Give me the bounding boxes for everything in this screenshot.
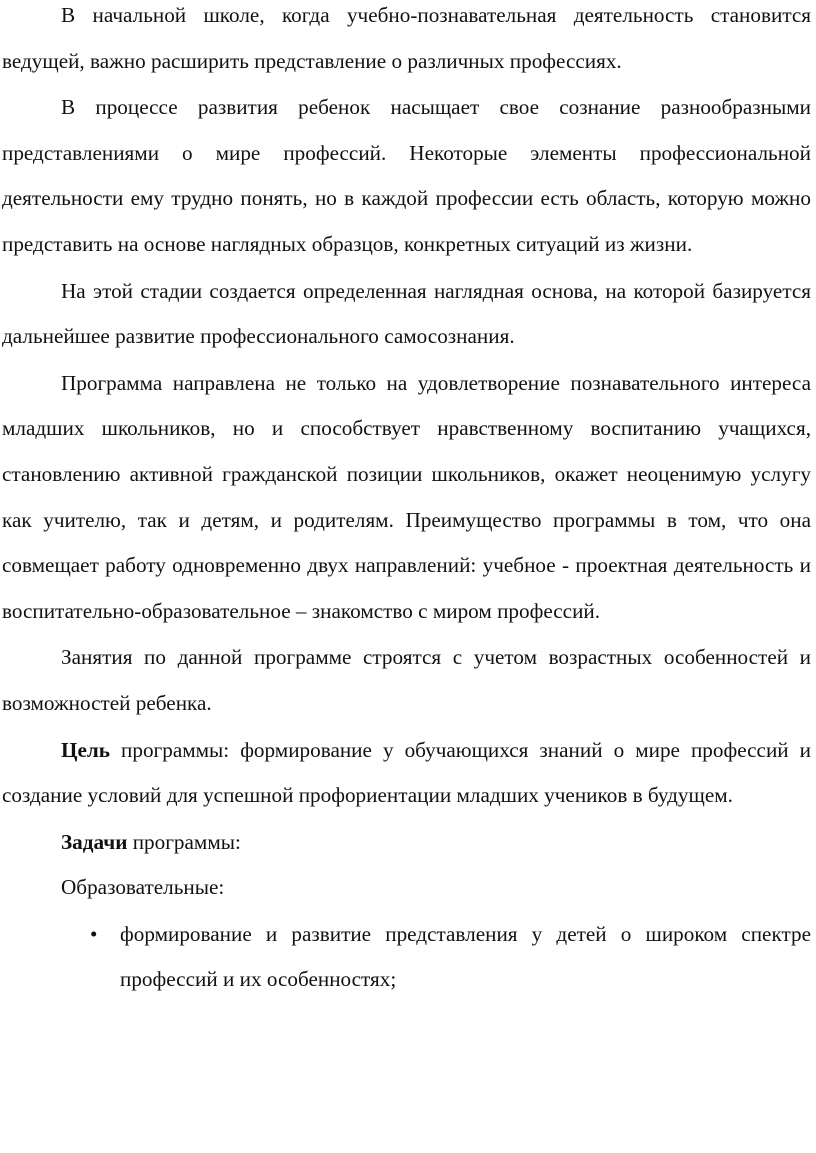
paragraph-intro: В начальной школе, когда учебно-познавательная деятельность становится ведущей, важно расширить представление о различных профессиях. <box>2 3 811 73</box>
paragraph-program: Программа направлена не только на удовлетворение познавательного интереса младших школьников, но и способствует нравственному воспитанию учащихся, становлению активной гражданской позиции школьников, окажет неоценимую услугу как учителю, так и детям, и родителям. Преимущество программы в том, что она совмещает работу одновременно двух направлений: учебное - проектная деятельность и воспитательно-образовательное – знакомство с миром профессий. <box>2 370 811 623</box>
list-item-text: формирование и развитие представления у детей о широком спектре профессий и их особенностях; <box>120 921 811 992</box>
paragraph-lessons: Занятия по данной программе строятся с учетом возрастных особенностей и возможностей ребенка. <box>2 645 811 715</box>
tasks-text: программы: <box>132 829 241 854</box>
paragraph-tasks <box>2 820 811 866</box>
educational-heading: Образовательные: <box>61 875 225 900</box>
bullet-icon: • <box>90 921 98 946</box>
paragraph-development: В процессе развития ребенок насыщает свое сознание разнообразными представлениями о мире профессий. Некоторые элементы профессиональной деятельности ему трудно понять, но в каждой профессии есть область, которую можно представить на основе наглядных образцов, конкретных ситуаций из жизни. <box>2 95 811 256</box>
goal-label: Цель <box>61 737 110 762</box>
tasks-label: Задачи <box>61 829 128 854</box>
goal-text: программы: формирование у обучающихся знаний о мире профессий и создание условий для успешной профориентации младших учеников в будущем. <box>2 737 812 808</box>
list-item <box>2 912 811 1003</box>
paragraph-goal <box>2 728 811 819</box>
paragraph-stage: На этой стадии создается определенная наглядная основа, на которой базируется дальнейшее развитие профессионального самосознания. <box>2 278 811 349</box>
